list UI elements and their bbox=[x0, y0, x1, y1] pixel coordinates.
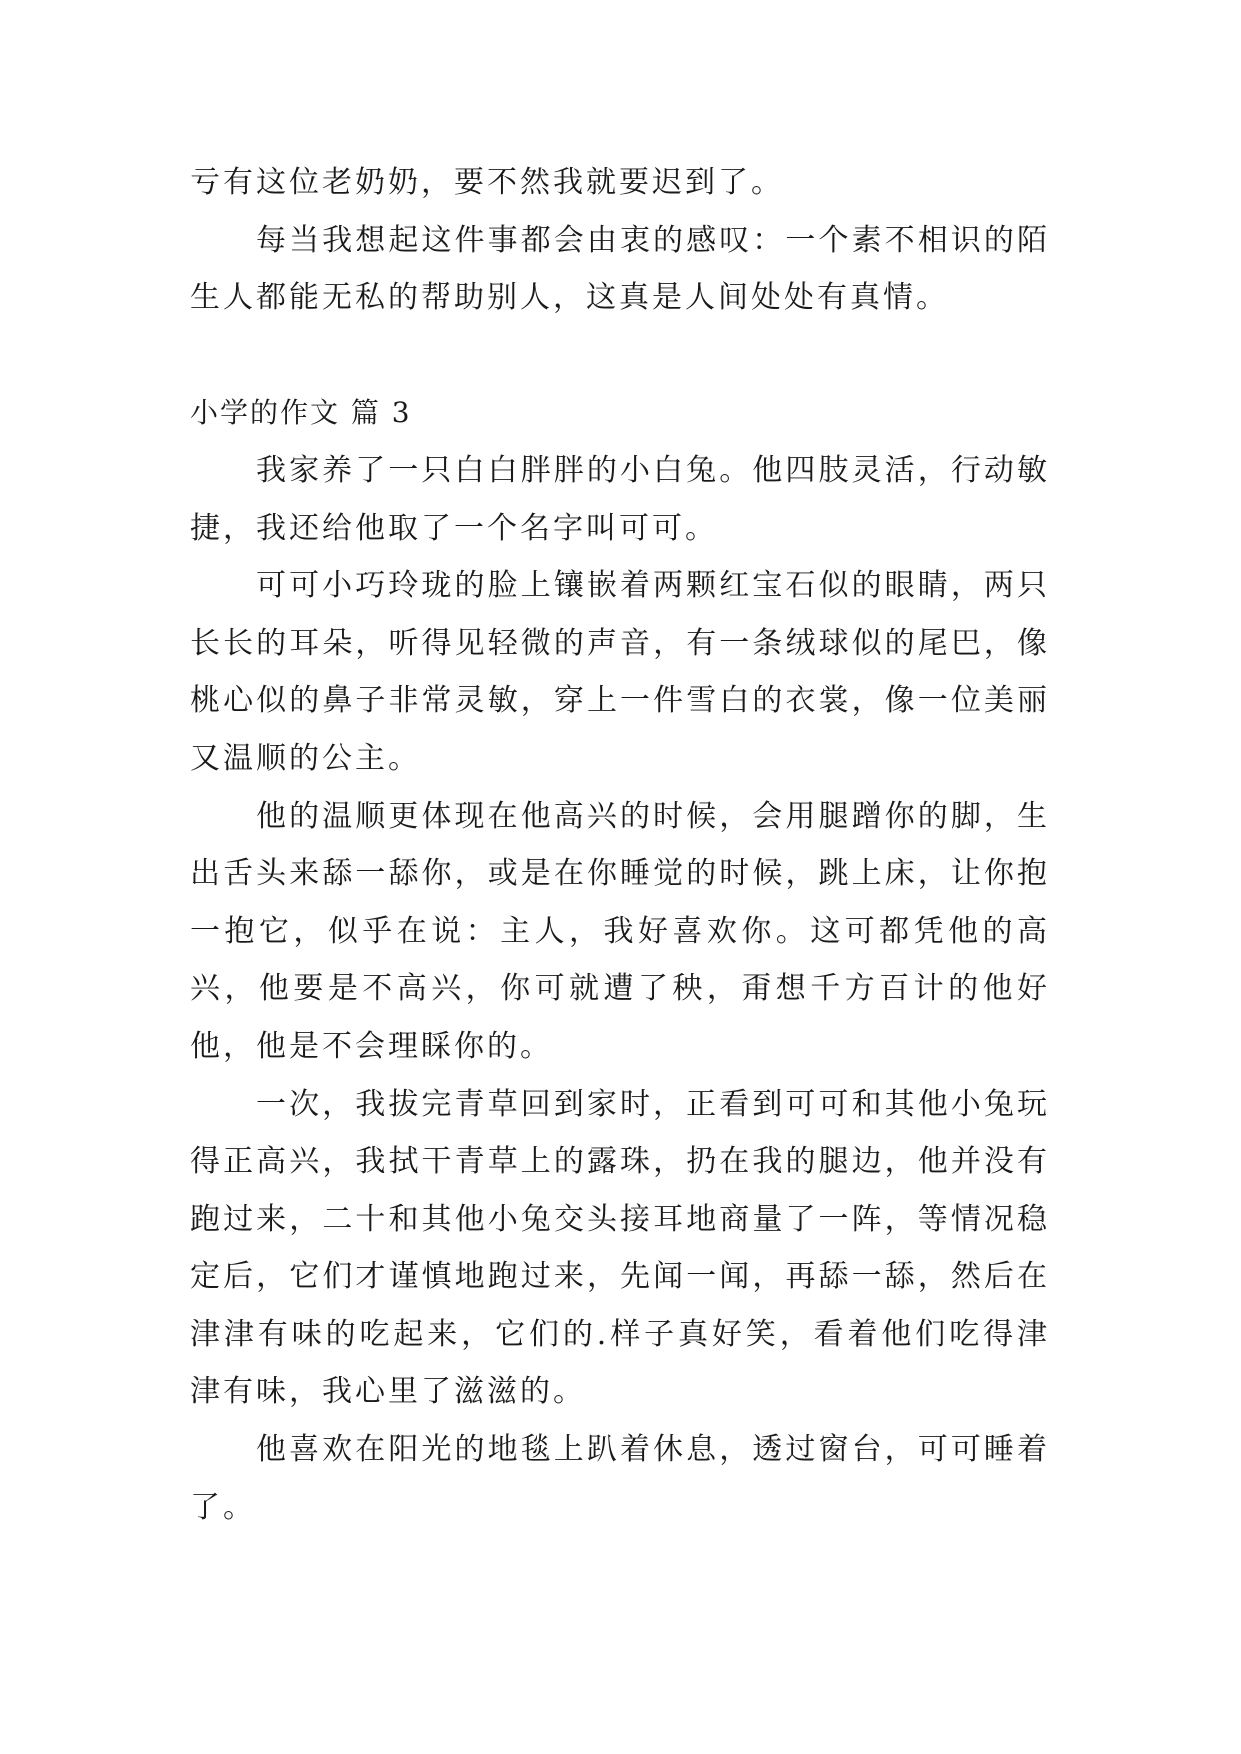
section-spacer bbox=[190, 327, 1050, 385]
closing-paragraph: 每当我想起这件事都会由衷的感叹：一个素不相识的陌生人都能无私的帮助别人，这真是人间处处有真情。 bbox=[190, 222, 1050, 316]
continued-paragraph: 亏有这位老奶奶，要不然我就要迟到了。 bbox=[190, 165, 784, 200]
paragraph-1: 我家养了一只白白胖胖的小白兔。他四肢灵活，行动敏捷，我还给他取了一个名字叫可可。 bbox=[190, 452, 1050, 546]
paragraph-3: 他的温顺更体现在他高兴的时候，会用腿蹭你的脚，生出舌头来舔一舔你，或是在你睡觉的时候，跳上床，让你抱一抱它，似乎在说：主人，我好喜欢你。这可都凭他的高兴，他要是不高兴，你可就遭了秧，甭想千方百计的他好他，他是不会理睬你的。 bbox=[190, 798, 1050, 1064]
paragraph-5: 他喜欢在阳光的地毯上趴着休息，透过窗台，可可睡着了。 bbox=[190, 1432, 1050, 1525]
section-heading: 小学的作文 篇 3 bbox=[190, 396, 412, 430]
paragraph-2: 可可小巧玲珑的脸上镶嵌着两颗红宝石似的眼睛，两只长长的耳朵，听得见轻微的声音，有一条绒球似的尾巴，像桃心似的鼻子非常灵敏，穿上一件雪白的衣裳，像一位美丽又温顺的公主。 bbox=[190, 568, 1050, 776]
paragraph-4: 一次，我拔完青草回到家时，正看到可可和其他小兔玩得正高兴，我拭干青草上的露珠，扔在我的腿边，他并没有跑过来，二十和其他小兔交头接耳地商量了一阵，等情况稳定后，它们才谨慎地跑过来，先闻一闻，再舔一舔，然后在津津有味的吃起来，它们的.样子真好笑，看着他们吃得津津有味，我心里了滋滋的。 bbox=[190, 1086, 1050, 1410]
document-body bbox=[190, 154, 1050, 1536]
